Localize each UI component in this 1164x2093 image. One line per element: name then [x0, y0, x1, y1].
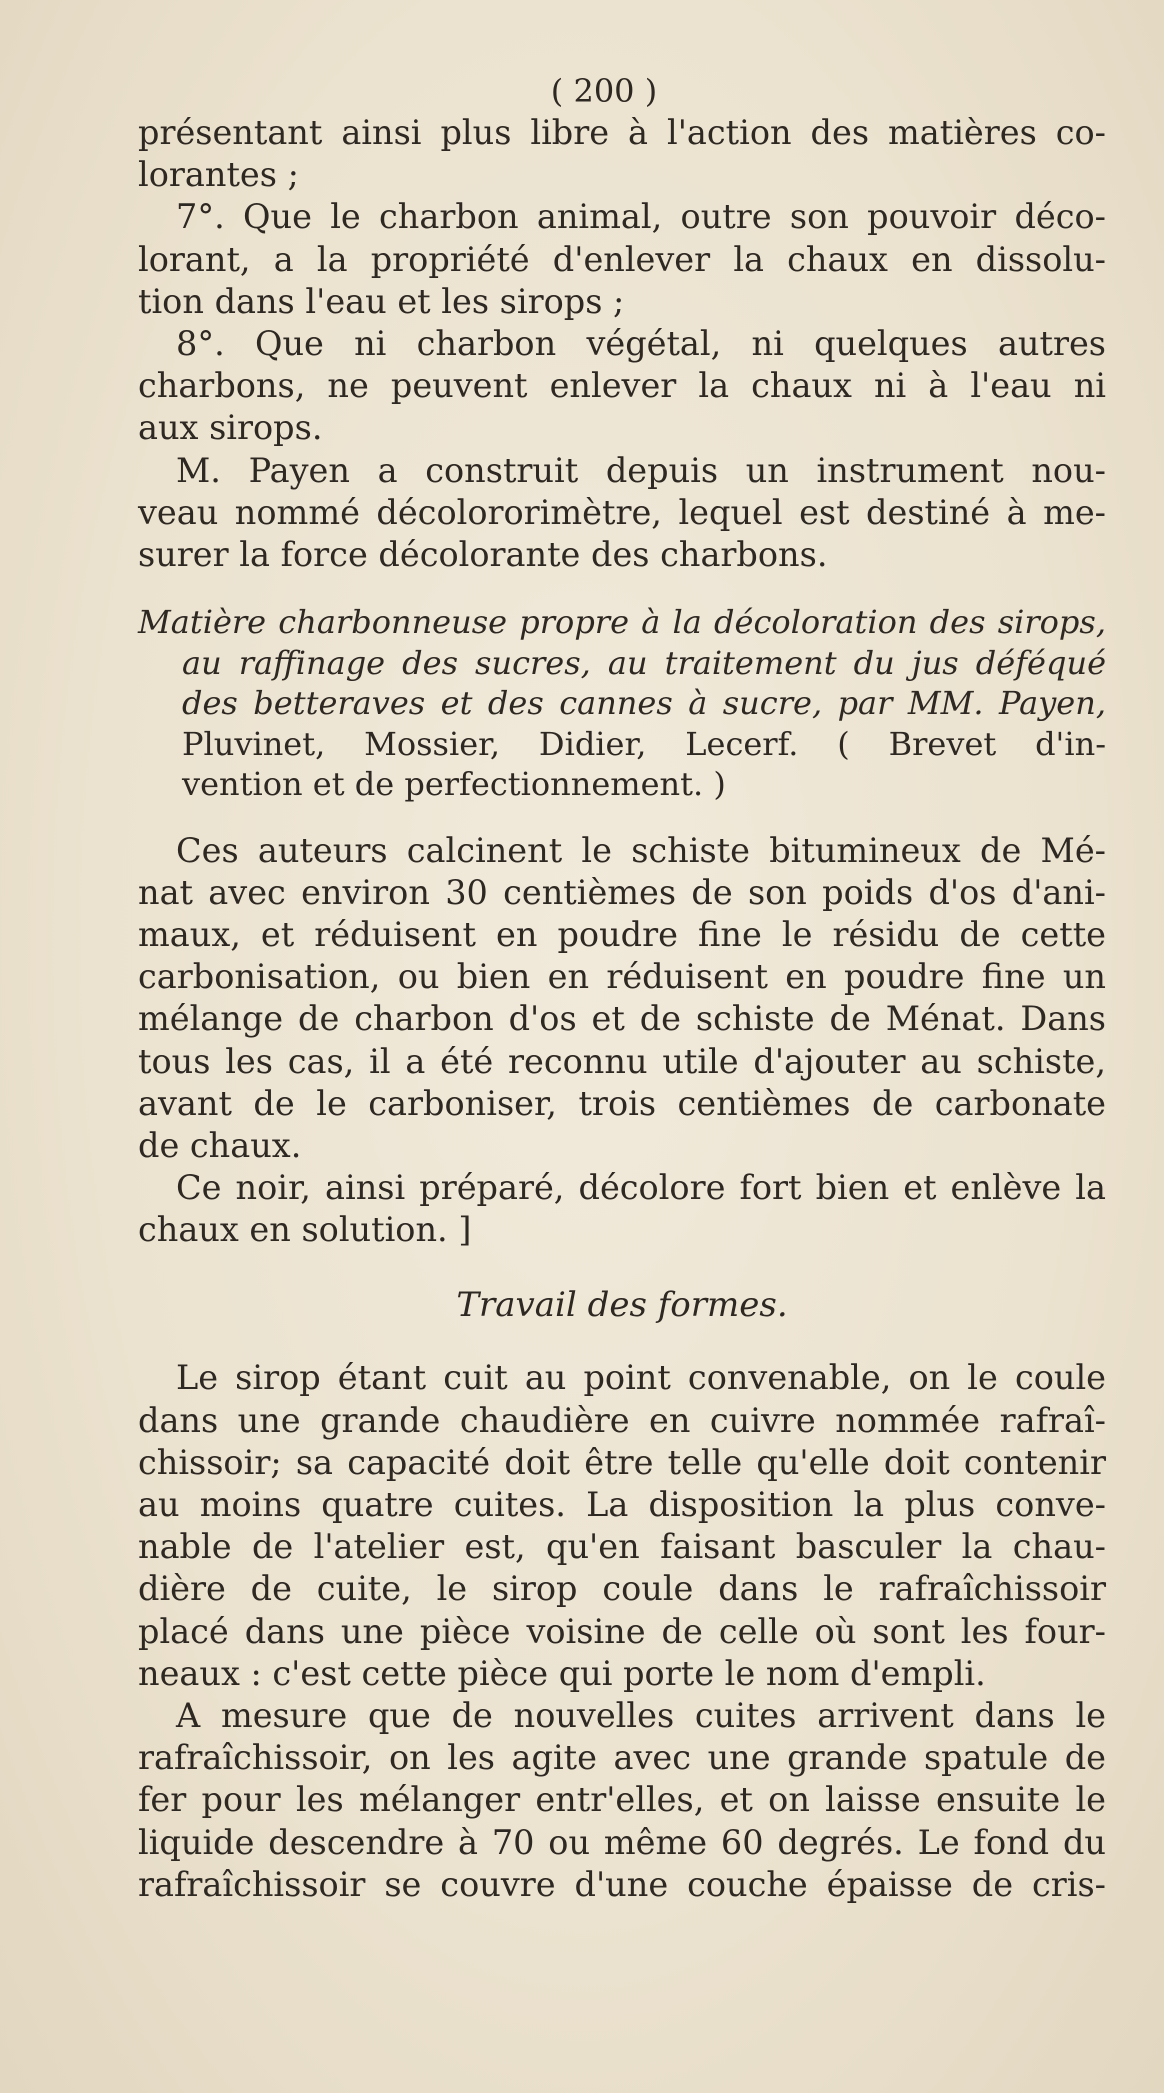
- text-line: neaux : c'est cette pièce qui porte le nom d'empli.: [138, 1653, 986, 1693]
- text-line: Le sirop étant cuit au point convenable, on le coule: [176, 1358, 1106, 1398]
- text-line: chissoir; sa capacité doit être telle qu'elle doit contenir: [138, 1442, 1106, 1482]
- text-line: chaux en solution. ]: [138, 1210, 472, 1250]
- text-line: dière de cuite, le sirop coule dans le rafraîchissoir: [138, 1569, 1106, 1609]
- text-line: au moins quatre cuites. La disposition la plus conve-: [138, 1485, 1106, 1524]
- text-line: avant de le carboniser, trois centièmes de carbonate: [138, 1083, 1106, 1123]
- text-line: mélange de charbon d'os et de schiste de Ménat. Dans: [138, 999, 1106, 1039]
- section-title: Travail des formes.: [456, 1285, 788, 1326]
- text-line: A mesure que de nouvelles cuites arrivent dans le: [176, 1695, 1106, 1735]
- heading-line: Matière charbonneuse propre à la décoloration des sirops,: [138, 603, 1106, 642]
- text-line: charbons, ne peuvent enlever la chaux ni à l'eau ni: [138, 366, 1106, 406]
- paragraph-schiste: [138, 830, 1106, 1252]
- heading-line: au raffinage des sucres, au traitement du jus déféqué: [182, 643, 1106, 682]
- text-line: maux, et réduisent en poudre fine le résidu de cette: [138, 914, 1106, 954]
- text-line: surer la force décolorante des charbons.: [138, 534, 828, 574]
- heading-line: Pluvinet, Mossier, Didier, Lecerf. ( Brevet d'in-: [182, 724, 1106, 763]
- text-line: lorantes ;: [138, 155, 299, 195]
- paragraph-travail-des-formes: [138, 1357, 1106, 1905]
- text-line: 8°. Que ni charbon végétal, ni quelques autres: [176, 323, 1106, 363]
- text-line: lorant, a la propriété d'enlever la chaux en dissolu-: [138, 239, 1106, 279]
- text-line: nat avec environ 30 centièmes de son poids d'os d'ani-: [138, 872, 1106, 912]
- heading-line: vention et de perfectionnement. ): [182, 765, 726, 804]
- text-line: de chaux.: [138, 1125, 302, 1165]
- text-line: liquide descendre à 70 ou même 60 degrés. Le fond du: [138, 1822, 1106, 1862]
- patent-heading: [138, 602, 1106, 805]
- text-line: Ces auteurs calcinent le schiste bitumineux de Mé-: [176, 830, 1106, 870]
- text-line: aux sirops.: [138, 408, 323, 448]
- page-number: ( 200 ): [550, 72, 658, 110]
- page-text-block: [138, 70, 1106, 1906]
- text-line: 7°. Que le charbon animal, outre son pouvoir déco-: [176, 197, 1106, 237]
- text-line: tion dans l'eau et les sirops ;: [138, 281, 625, 321]
- text-line: carbonisation, ou bien en réduisent en poudre fine un: [138, 957, 1106, 997]
- text-line: dans une grande chaudière en cuivre nommée rafraî-: [138, 1400, 1106, 1440]
- text-line: nable de l'atelier est, qu'en faisant basculer la chau-: [138, 1527, 1106, 1567]
- text-line: rafraîchissoir, on les agite avec une grande spatule de: [138, 1738, 1106, 1778]
- text-line: veau nommé décolororimètre, lequel est destiné à me-: [138, 492, 1106, 532]
- text-line: placé dans une pièce voisine de celle où sont les four-: [138, 1611, 1106, 1651]
- text-line: Ce noir, ainsi préparé, décolore fort bien et enlève la: [176, 1168, 1106, 1208]
- text-line: rafraîchissoir se couvre d'une couche épaisse de cris-: [138, 1864, 1106, 1904]
- text-line: présentant ainsi plus libre à l'action des matières co-: [138, 113, 1106, 152]
- text-line: tous les cas, il a été reconnu utile d'ajouter au schiste,: [138, 1041, 1106, 1081]
- text-line: M. Payen a construit depuis un instrument nou-: [176, 450, 1106, 490]
- heading-line: des betteraves et des cannes à sucre, par MM. Payen,: [182, 684, 1106, 723]
- text-line: fer pour les mélanger entr'elles, et on laisse ensuite le: [138, 1780, 1106, 1820]
